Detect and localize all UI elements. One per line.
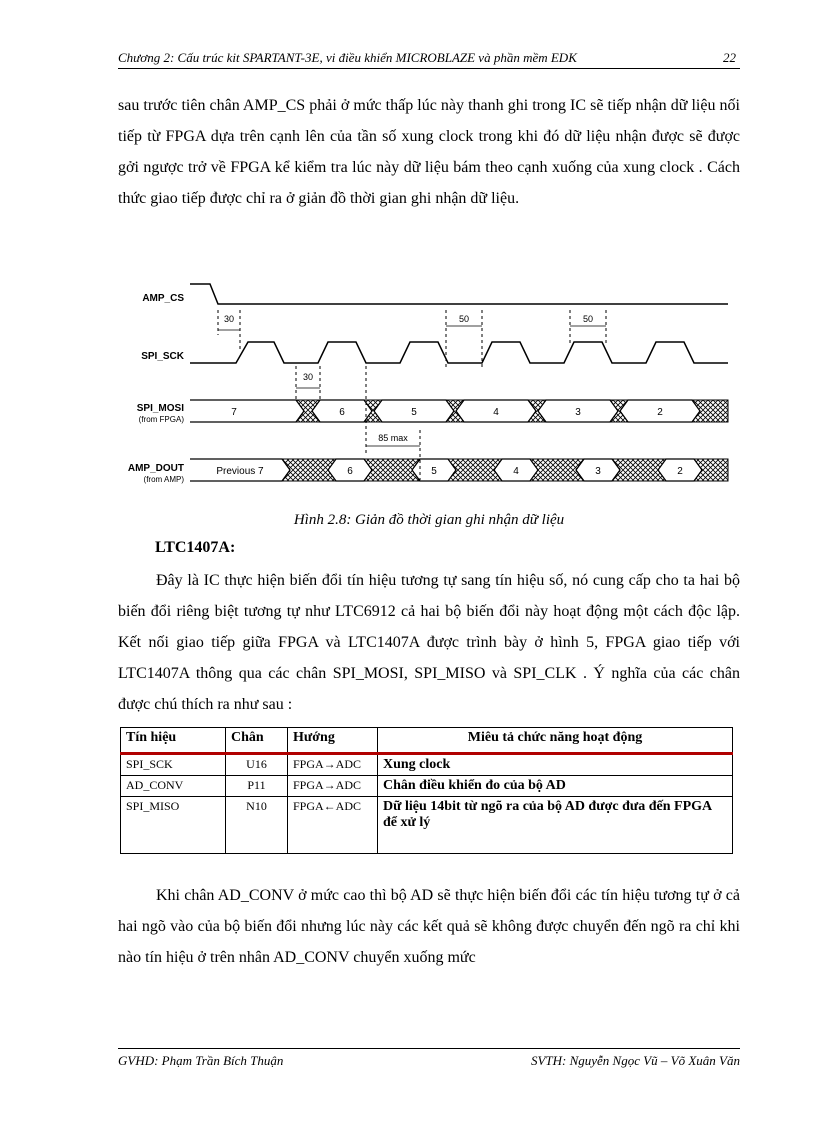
timing-arrows (218, 326, 606, 446)
table-row (121, 797, 733, 854)
col-header-description: Miêu tả chức năng hoạt động (378, 728, 733, 754)
signal-table (120, 727, 733, 854)
table-header-row (121, 728, 733, 754)
mosi-bit-4: 4 (493, 407, 499, 418)
spi-mosi-bus (190, 400, 728, 422)
mosi-bit-6: 6 (339, 407, 345, 418)
timing-50-a: 50 (458, 314, 470, 324)
label-amp-dout-sub: (from AMP) (143, 475, 184, 484)
page-header (118, 50, 740, 69)
cell-description: Xung clock (378, 754, 733, 776)
dout-previous-7: Previous 7 (216, 466, 264, 477)
cell-signal: SPI_SCK (121, 754, 226, 776)
timing-85-max: 85 max (378, 433, 408, 443)
timing-30-mosi: 30 (302, 372, 314, 382)
spi-sck-waveform (190, 342, 728, 363)
cell-pin: U16 (226, 754, 288, 776)
closing-paragraph: Khi chân AD_CONV ở mức cao thì bộ AD sẽ thực hiện biến đổi các tín hiệu tương tự ở cả hai ngõ vào của bộ biến đổi nhưng lúc này các kết quả sẽ không được chuyển đến ngõ ra chỉ khi nào tín hiệu ở trên nhân AD_CONV chuyển xuống mức (118, 887, 740, 966)
intro-paragraph: sau trước tiên chân AMP_CS phải ở mức thấp lúc này thanh ghi trong IC sẽ tiếp nhận dữ liệu nối tiếp từ FPGA dựa trên cạnh lên của tần số xung clock trong khi đó dữ liệu nhận được sẽ được gởi ngược trở về FPGA kể kiểm tra lúc này dữ liệu bám theo cạnh xuống của xung clock . Cách thức giao tiếp được chỉ ra ở giản đồ thời gian ghi nhận dữ liệu. (118, 97, 740, 207)
mosi-bit-7: 7 (231, 407, 237, 418)
col-header-pin: Chân (226, 728, 288, 754)
col-header-direction: Hướng (288, 728, 378, 754)
page-number: 22 (723, 50, 736, 65)
amp-dout-bus (190, 459, 728, 481)
dout-bit-4: 4 (513, 466, 519, 477)
cell-pin: P11 (226, 776, 288, 797)
label-spi-mosi-sub: (from FPGA) (138, 415, 184, 424)
cell-description: Dữ liệu 14bit từ ngõ ra của bộ AD được đưa đến FPGA để xử lý (378, 797, 733, 854)
dout-bit-5: 5 (431, 466, 437, 477)
dout-bit-3: 3 (595, 466, 601, 477)
section-heading: LTC1407A: (155, 539, 236, 556)
page-footer (118, 1048, 740, 1069)
mosi-bit-5: 5 (411, 407, 417, 418)
cell-direction: FPGA←ADC (288, 797, 378, 854)
footer-advisor: GVHD: Phạm Trần Bích Thuận (118, 1053, 284, 1068)
label-spi-mosi: SPI_MOSI (136, 403, 184, 414)
cell-direction: FPGA→ADC (288, 776, 378, 797)
cell-description: Chân điều khiển đo của bộ AD (378, 776, 733, 797)
col-header-signal: Tín hiệu (121, 728, 226, 754)
cell-signal: SPI_MISO (121, 797, 226, 854)
figure-caption: Hình 2.8: Giản đồ thời gian ghi nhận dữ liệu (293, 512, 565, 528)
footer-students: SVTH: Nguyễn Ngọc Vũ – Võ Xuân Văn (530, 1053, 740, 1068)
cell-signal: AD_CONV (121, 776, 226, 797)
mosi-bit-2: 2 (657, 407, 663, 418)
dout-bit-6: 6 (347, 466, 353, 477)
mosi-bit-3: 3 (575, 407, 581, 418)
timing-reference-lines (218, 310, 606, 480)
header-title: Chương 2: Cấu trúc kit SPARTANT-3E, vi điều khiển MICROBLAZE và phần mềm EDK (118, 50, 577, 65)
table-row (121, 754, 733, 776)
amp-cs-waveform (190, 284, 728, 304)
label-amp-dout: AMP_DOUT (127, 463, 184, 474)
cell-pin: N10 (226, 797, 288, 854)
label-spi-sck: SPI_SCK (141, 351, 184, 362)
body-paragraph: Đây là IC thực hiện biến đổi tín hiệu tương tự sang tín hiệu số, nó cung cấp cho ta hai bộ biến đổi riêng biệt tương tự như LTC6912 cả hai bộ biến đổi này hoạt động một cách độc lập. Kết nối giao tiếp giữa FPGA và LTC1407A được trình bày ở hình 5, FPGA giao tiếp với LTC1407A thông qua các chân SPI_MOSI, SPI_MISO và SPI_CLK . Ý nghĩa của các chân được chú thích ra như sau : (118, 572, 740, 713)
timing-diagram (118, 270, 738, 495)
timing-50-b: 50 (582, 314, 594, 324)
label-amp-cs: AMP_CS (142, 293, 184, 304)
timing-30-cs: 30 (223, 314, 235, 324)
dout-bit-2: 2 (677, 466, 683, 477)
table-row (121, 776, 733, 797)
cell-direction: FPGA→ADC (288, 754, 378, 776)
